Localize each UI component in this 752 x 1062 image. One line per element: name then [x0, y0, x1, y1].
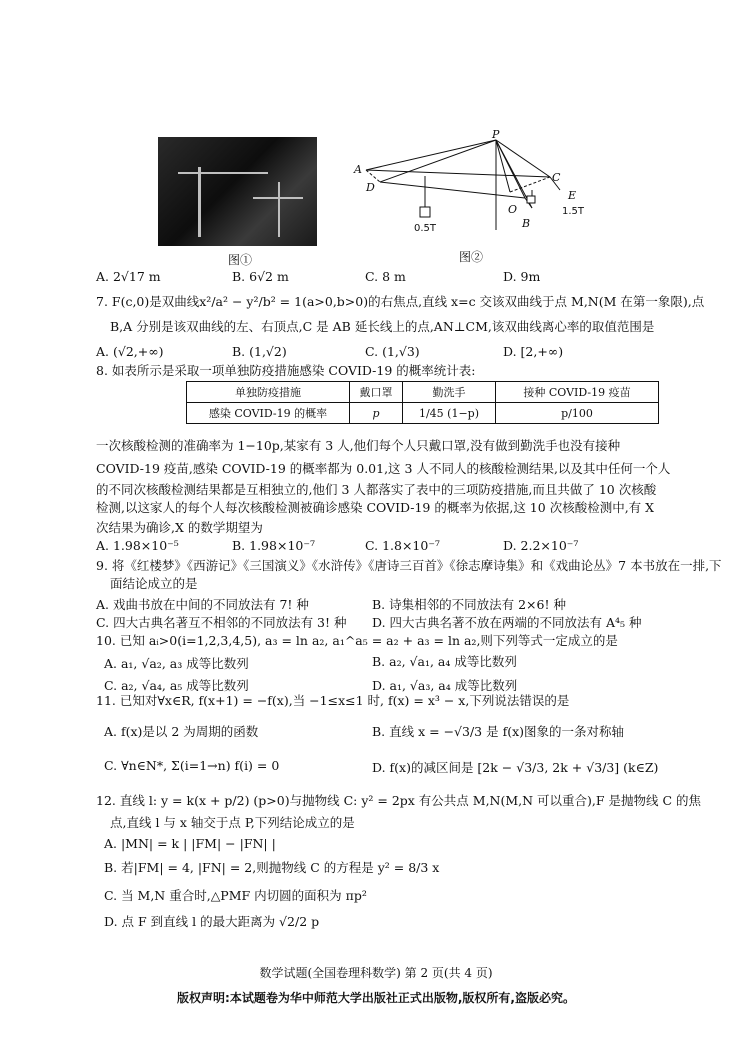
label-b: B: [522, 217, 531, 230]
q6-option-b: B. 6√2 m: [232, 269, 289, 284]
q9-stem-2: 面结论成立的是: [110, 576, 198, 591]
q9-option-a: A. 戏曲书放在中间的不同放法有 7! 种: [96, 597, 309, 612]
q8-option-c: C. 1.8×10⁻⁷: [365, 538, 440, 553]
table-cell-handwash: 1/45 (1−p): [403, 403, 496, 424]
q9-stem-1: 9. 将《红楼梦》《西游记》《三国演义》《水浒传》《唐诗三百首》《徐志摩诗集》和《戏曲论丛》7 本书放在一排,下: [96, 558, 722, 573]
table-cell-mask: p: [350, 403, 403, 424]
q9-option-b: B. 诗集相邻的不同放法有 2×6! 种: [372, 597, 566, 612]
q11-option-d: D. f(x)的减区间是 [2k − √3/3, 2k + √3/3] (k∈Z): [372, 760, 659, 775]
q8-stem-2: 一次核酸检测的准确率为 1−10p,某家有 3 人,他们每个人只戴口罩,没有做到勤洗手也没有接种: [96, 438, 621, 453]
q7-stem-2: B,A 分别是该双曲线的左、右顶点,C 是 AB 延长线上的点,AN⊥CM,该双曲线离心率的取值范围是: [110, 319, 655, 334]
probability-table: [186, 381, 659, 424]
copyright-notice: 版权声明:本试题卷为华中师范大学出版社正式出版物,版权所有,盗版必究。: [177, 991, 575, 1005]
q12-option-a: A. |MN| = k | |FM| − |FN| |: [104, 836, 276, 851]
q8-stem-1: 8. 如表所示是采取一项单独防疫措施感染 COVID-19 的概率统计表:: [96, 363, 476, 378]
q12-option-d: D. 点 F 到直线 l 的最大距离为 √2/2 p: [104, 914, 320, 929]
q7-option-c: C. (1,√3): [365, 344, 420, 359]
q11-option-b: B. 直线 x = −√3/3 是 f(x)图象的一条对称轴: [372, 724, 625, 739]
q12-option-c: C. 当 M,N 重合时,△PMF 内切圆的面积为 πp²: [104, 888, 367, 903]
geometry-diagram: [350, 130, 590, 248]
q8-stem-6: 次结果为确诊,X 的数学期望为: [96, 520, 263, 535]
q8-option-b: B. 1.98×10⁻⁷: [232, 538, 315, 553]
table-cell-vaccine: p/100: [496, 403, 659, 424]
table-header-measure: 单独防疫措施: [187, 382, 350, 403]
table-row-label: 感染 COVID-19 的概率: [187, 403, 350, 424]
label-c: C: [552, 171, 561, 184]
q6-option-a: A. 2√17 m: [96, 269, 161, 284]
q7-option-a: A. (√2,+∞): [96, 344, 164, 359]
table-header-handwash: 勤洗手: [403, 382, 496, 403]
weight-0-5t: 0.5T: [414, 223, 437, 234]
q7-stem-1: 7. F(c,0)是双曲线x²/a² − y²/b² = 1(a>0,b>0)的右焦点,直线 x=c 交该双曲线于点 M,N(M 在第一象限),点: [96, 294, 705, 309]
q12-stem-2: 点,直线 l 与 x 轴交于点 P,下列结论成立的是: [110, 815, 355, 830]
figure-2-caption: 图②: [459, 250, 484, 264]
q11-option-a: A. f(x)是以 2 为周期的函数: [104, 724, 259, 739]
q10-option-c: C. a₂, √a₄, a₅ 成等比数列: [104, 678, 249, 693]
q10-option-a: A. a₁, √a₂, a₃ 成等比数列: [104, 656, 249, 671]
q6-option-d: D. 9m: [503, 269, 541, 284]
label-a: A: [354, 163, 362, 176]
table-header-mask: 戴口罩: [350, 382, 403, 403]
weight-1-5t: 1.5T: [562, 206, 585, 217]
q8-option-a: A. 1.98×10⁻⁵: [96, 538, 179, 553]
q9-option-d: D. 四大古典名著不放在两端的不同放法有 A⁴₅ 种: [372, 615, 642, 630]
q10-option-b: B. a₂, √a₁, a₄ 成等比数列: [372, 654, 517, 669]
q7-option-b: B. (1,√2): [232, 344, 287, 359]
q8-option-d: D. 2.2×10⁻⁷: [503, 538, 579, 553]
label-d: D: [366, 181, 375, 194]
label-e: E: [568, 189, 577, 202]
crane-photo: [158, 137, 317, 246]
q11-stem: 11. 已知对∀x∈R, f(x+1) = −f(x),当 −1≤x≤1 时, f(x) = x³ − x,下列说法错误的是: [96, 693, 570, 708]
table-header-vaccine: 接种 COVID-19 疫苗: [496, 382, 659, 403]
q9-option-c: C. 四大古典名著互不相邻的不同放法有 3! 种: [96, 615, 347, 630]
q10-option-d: D. a₁, √a₃, a₄ 成等比数列: [372, 678, 518, 693]
q12-option-b: B. 若|FM| = 4, |FN| = 2,则抛物线 C 的方程是 y² = 8/3 x: [104, 860, 440, 875]
q8-stem-5: 检测,以这家人的每个人每次核酸检测被确诊感染 COVID-19 的概率为依据,这 10 次核酸检测中,有 X: [96, 500, 655, 515]
figure-1-caption: 图①: [228, 253, 253, 267]
q10-stem: 10. 已知 aᵢ>0(i=1,2,3,4,5), a₃ = ln a₂, a₁^a₅ = a₂ + a₃ = ln a₂,则下列等式一定成立的是: [96, 633, 618, 648]
q7-option-d: D. [2,+∞): [503, 344, 564, 359]
q6-option-c: C. 8 m: [365, 269, 406, 284]
q8-stem-4: 的不同次核酸检测结果都是互相独立的,他们 3 人都落实了表中的三项防疫措施,而且共做了 10 次核酸: [96, 482, 657, 497]
page-footer: 数学试题(全国卷理科数学) 第 2 页(共 4 页): [259, 966, 493, 980]
label-o: O: [508, 203, 518, 216]
label-p: P: [492, 130, 500, 141]
q12-stem-1: 12. 直线 l: y = k(x + p/2) (p>0)与抛物线 C: y² = 2px 有公共点 M,N(M,N 可以重合),F 是抛物线 C 的焦: [96, 793, 702, 808]
q8-stem-3: COVID-19 疫苗,感染 COVID-19 的概率都为 0.01,这 3 人不同人的核酸检测结果,以及其中任何一个人: [96, 461, 671, 476]
q11-option-c: C. ∀n∈N*, Σ(i=1→n) f(i) = 0: [104, 758, 280, 773]
